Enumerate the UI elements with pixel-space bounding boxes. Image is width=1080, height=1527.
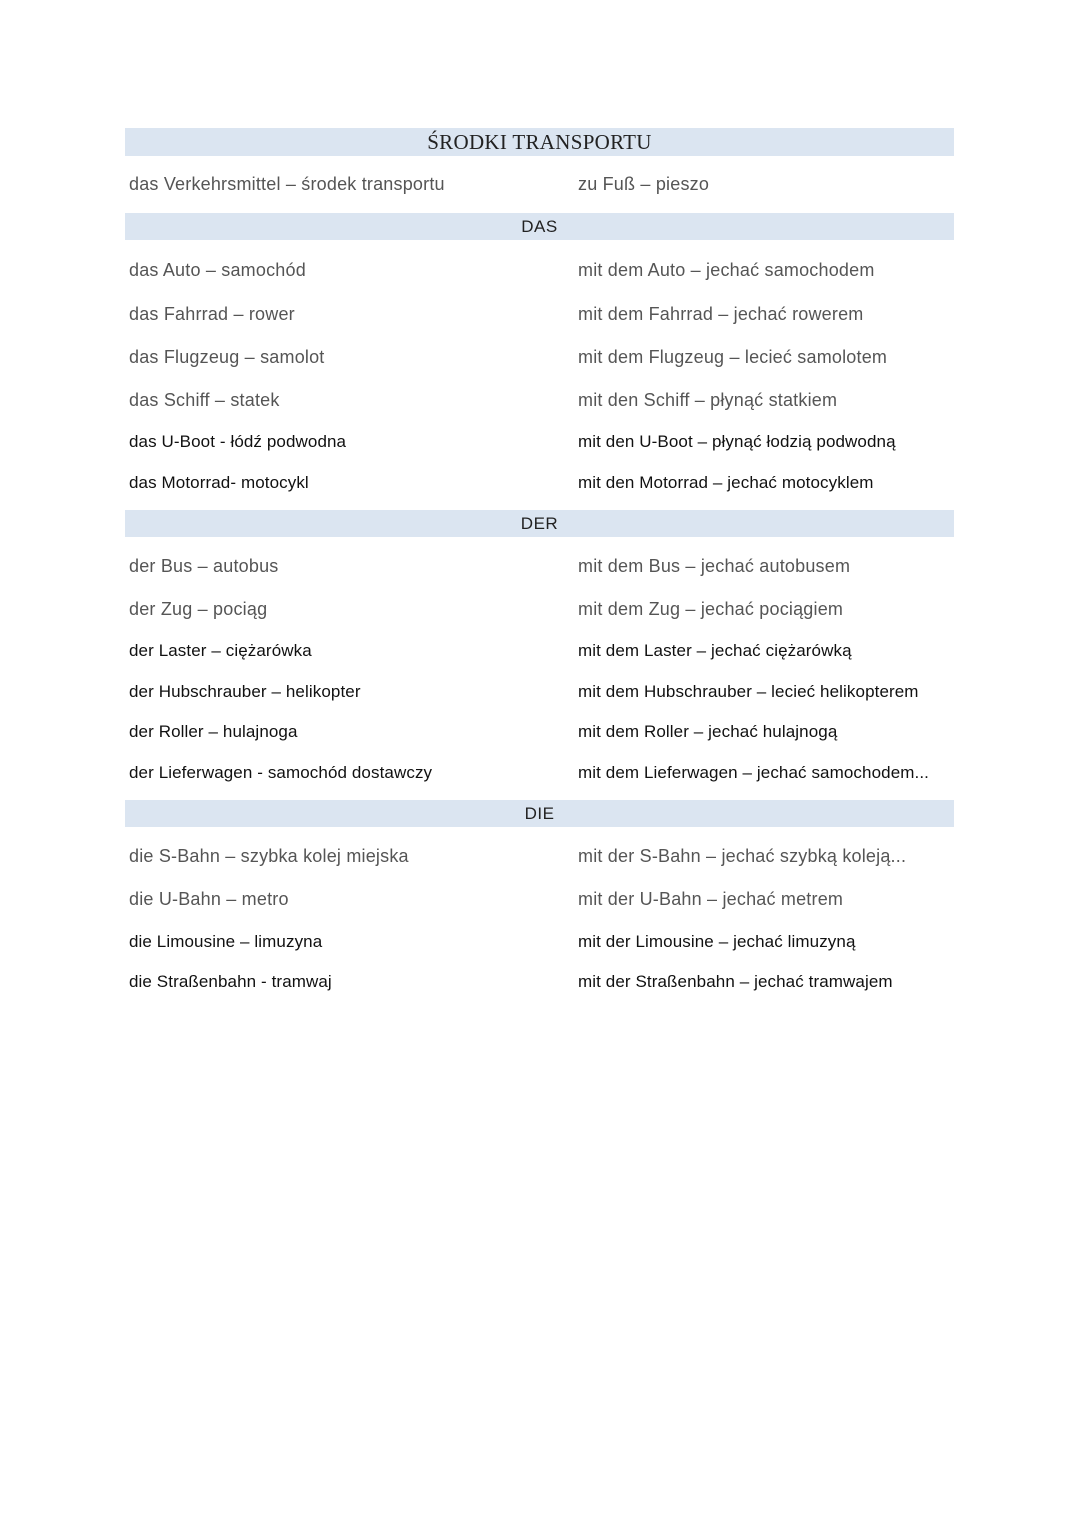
phrase-entry: mit den Schiff – płynąć statkiem xyxy=(578,390,838,410)
noun-entry: der Bus – autobus xyxy=(129,556,279,576)
phrase-entry: mit der U-Bahn – jechać metrem xyxy=(578,889,844,909)
phrase-entry: mit den U-Boot – płynąć łodzią podwodną xyxy=(578,432,896,451)
phrase-entry: mit der S-Bahn – jechać szybką koleją... xyxy=(578,846,907,866)
noun-entry: das Flugzeug – samolot xyxy=(129,347,325,367)
noun-entry: der Roller – hulajnoga xyxy=(129,722,298,741)
phrase-entry: mit dem Auto – jechać samochodem xyxy=(578,260,875,280)
phrase-entry: mit dem Lieferwagen – jechać samochodem... xyxy=(578,763,929,782)
vocab-row xyxy=(0,345,1080,369)
vocab-row xyxy=(0,388,1080,412)
noun-entry: das Motorrad- motocykl xyxy=(129,473,309,492)
vocab-row xyxy=(0,761,1080,785)
phrase-entry: mit dem Flugzeug – lecieć samolotem xyxy=(578,347,888,367)
vocab-row xyxy=(0,430,1080,454)
noun-entry: die S-Bahn – szybka kolej miejska xyxy=(129,846,409,866)
vocab-row xyxy=(0,887,1080,911)
vocab-row xyxy=(0,554,1080,578)
phrase-entry: mit dem Hubschrauber – lecieć helikopterem xyxy=(578,682,919,701)
noun-entry: die U-Bahn – metro xyxy=(129,889,289,909)
term-german: das Verkehrsmittel – środek transportu xyxy=(129,174,445,194)
phrase-entry: mit der Limousine – jechać limuzyną xyxy=(578,932,856,951)
vocab-row xyxy=(0,471,1080,495)
phrase-entry: mit dem Zug – jechać pociągiem xyxy=(578,599,844,619)
vocab-row xyxy=(0,970,1080,994)
phrase-entry: mit den Motorrad – jechać motocyklem xyxy=(578,473,874,492)
section-heading-die: DIE xyxy=(125,800,954,827)
vocab-row xyxy=(0,597,1080,621)
noun-entry: der Hubschrauber – helikopter xyxy=(129,682,361,701)
vocab-row xyxy=(0,930,1080,954)
noun-entry: die Straßenbahn - tramwaj xyxy=(129,972,332,991)
vocab-row xyxy=(0,844,1080,868)
noun-entry: das Auto – samochód xyxy=(129,260,306,280)
noun-entry: der Laster – ciężarówka xyxy=(129,641,312,660)
phrase-entry: mit der Straßenbahn – jechać tramwajem xyxy=(578,972,893,991)
phrase-entry: mit dem Bus – jechać autobusem xyxy=(578,556,851,576)
noun-entry: der Zug – pociąg xyxy=(129,599,268,619)
section-heading-der: DER xyxy=(125,510,954,537)
vocab-row xyxy=(0,720,1080,744)
noun-entry: das U-Boot - łódź podwodna xyxy=(129,432,347,451)
section-heading-das: DAS xyxy=(125,213,954,240)
vocab-row xyxy=(0,639,1080,663)
term-translation: zu Fuß – pieszo xyxy=(578,174,710,194)
phrase-entry: mit dem Fahrrad – jechać rowerem xyxy=(578,304,864,324)
phrase-entry: mit dem Laster – jechać ciężarówką xyxy=(578,641,852,660)
intro-row xyxy=(0,172,1080,196)
noun-entry: die Limousine – limuzyna xyxy=(129,932,323,951)
noun-entry: das Schiff – statek xyxy=(129,390,280,410)
vocab-row xyxy=(0,302,1080,326)
vocab-row xyxy=(0,258,1080,282)
vocab-row xyxy=(0,680,1080,704)
document-title: ŚRODKI TRANSPORTU xyxy=(125,128,954,156)
noun-entry: der Lieferwagen - samochód dostawczy xyxy=(129,763,433,782)
phrase-entry: mit dem Roller – jechać hulajnogą xyxy=(578,722,838,741)
noun-entry: das Fahrrad – rower xyxy=(129,304,295,324)
